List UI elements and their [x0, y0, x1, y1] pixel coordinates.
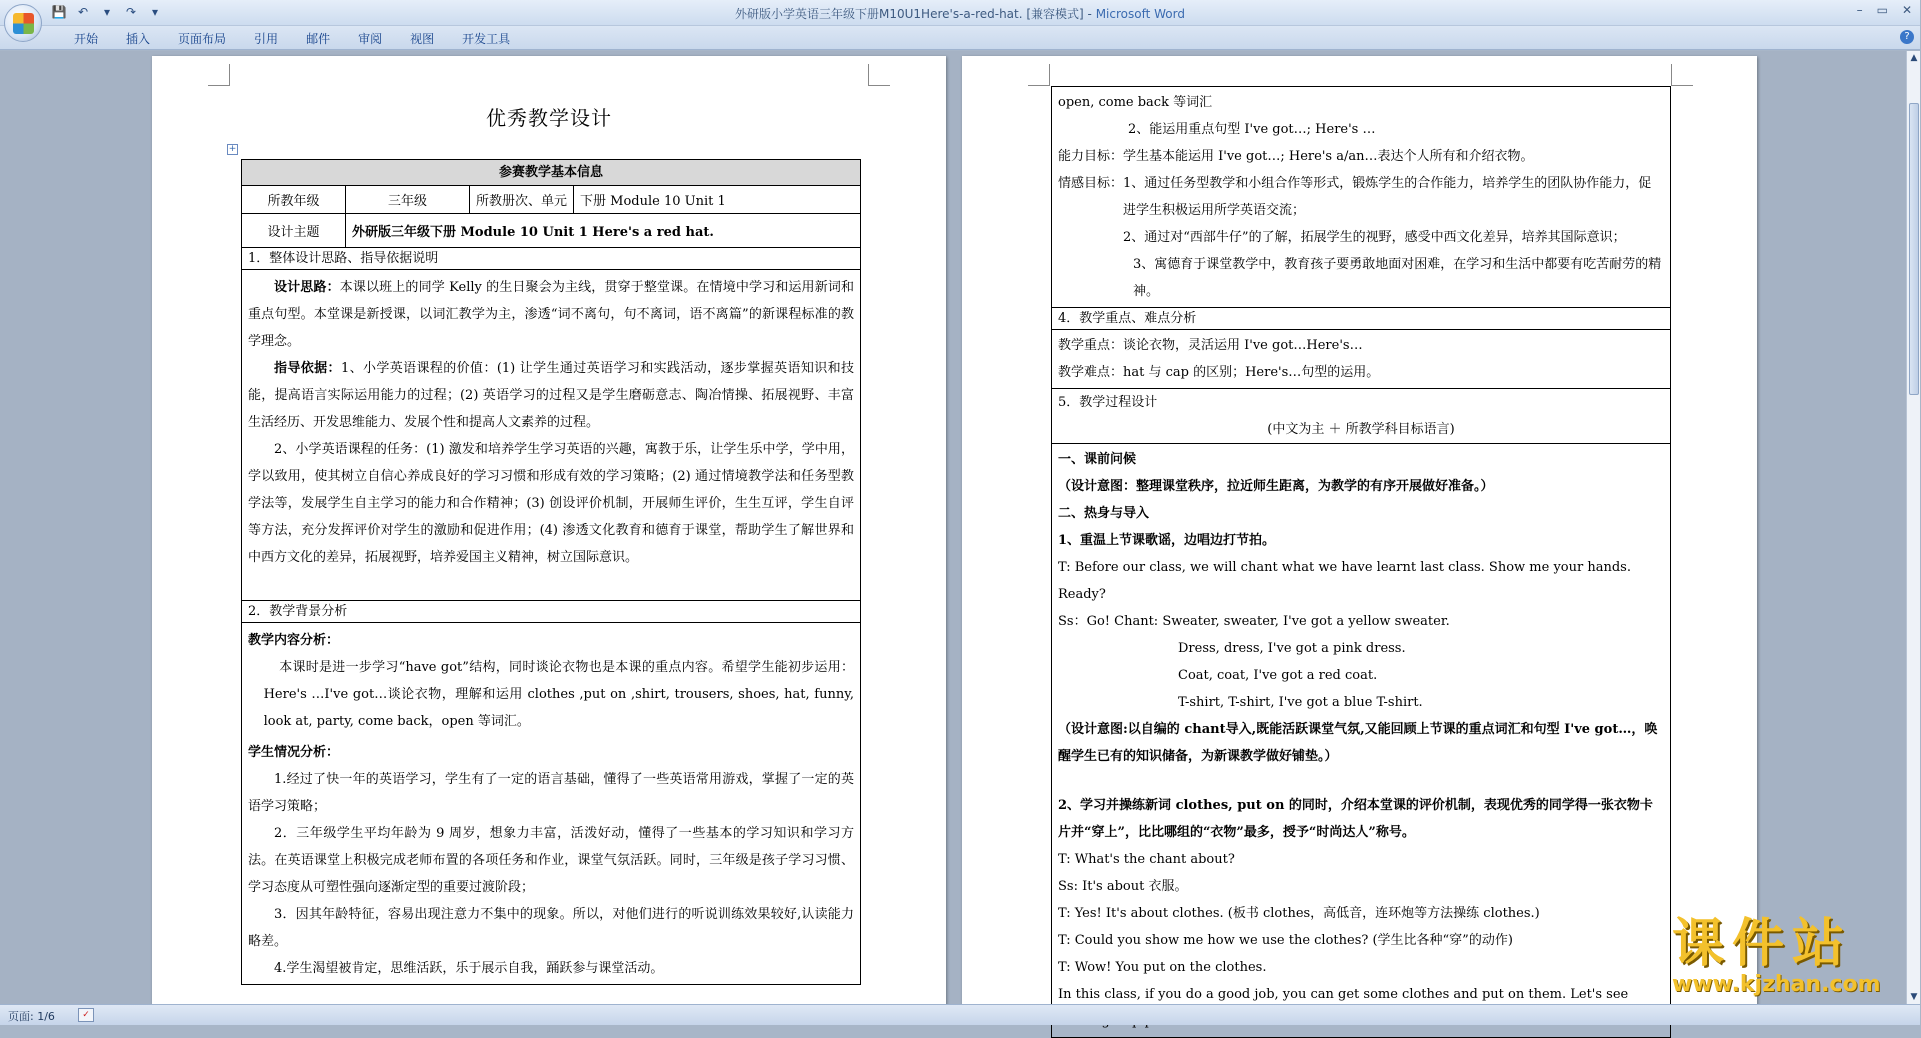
tab-references[interactable]: 引用 — [254, 32, 279, 46]
section-5-heading: 5．教学过程设计 — [1058, 395, 1158, 410]
document-heading: 优秀教学设计 — [486, 106, 612, 130]
teacher-line: T: Before our class, we will chant what we have learnt last class. Show me your hands. Ready? — [1058, 560, 1631, 602]
step-2-intent: （设计意图:以自编的 chant导入,既能活跃课堂气氛,又能回顾上节课的重点词汇和句型 I've got…，唤醒学生已有的知识储备，为新课教学做好铺垫。） — [1058, 722, 1658, 764]
tab-home[interactable]: 开始 — [74, 32, 99, 46]
step-2-1: 1、重温上节课歌谣，边唱边打节拍。 — [1058, 533, 1276, 548]
undo-dropdown-icon[interactable]: ▾ — [103, 5, 111, 19]
objectives-block — [1052, 87, 1670, 308]
site-watermark — [1672, 916, 1912, 1004]
difficulty: 教学难点：hat 与 cap 的区别；Here's…句型的运用。 — [1058, 365, 1380, 380]
watermark-title: 课件站 — [1672, 914, 1853, 974]
student-analysis-label: 学生情况分析： — [248, 745, 340, 760]
section-4-heading: 4．教学重点、难点分析 — [1052, 308, 1670, 330]
ribbon-tabs — [60, 30, 524, 47]
step-2: 二、热身与导入 — [1058, 506, 1150, 521]
tab-insert[interactable]: 插入 — [126, 32, 151, 46]
save-icon[interactable]: 💾 — [51, 5, 67, 19]
crop-mark-top-right — [868, 64, 890, 86]
continuation-line: open, come back 等词汇 — [1058, 95, 1213, 110]
grade-value: 三年级 — [346, 186, 470, 213]
spelling-check-icon[interactable]: ✓ — [78, 1008, 94, 1022]
dialog-line: T: Could you show me how we use the clothes? (学生比各种“穿”的动作) — [1058, 933, 1513, 948]
section-2-heading: 2．教学背景分析 — [242, 601, 860, 623]
crop-mark-top-left — [208, 64, 230, 86]
student-item: 3．因其年龄特征，容易出现注意力不集中的现象。所以，对他们进行的听说训练效果较好,认读能力略差。 — [248, 907, 854, 949]
page-1[interactable] — [152, 56, 946, 1016]
redo-icon[interactable]: ↷ — [125, 5, 137, 19]
chant-line: Dress, dress, I've got a pink dress. — [1178, 641, 1406, 656]
scroll-down-icon[interactable]: ▼ — [1910, 992, 1918, 1002]
tab-developer[interactable]: 开发工具 — [462, 32, 511, 46]
student-item: 2．三年级学生平均年龄为 9 周岁，想象力丰富，活泼好动，懂得了一些基本的学习知识和学习方法。在英语课堂上积极完成老师布置的各项任务和作业，课堂气氛活跃。同时，三年级是孩子学习习惯、学习态度从可塑性强向逐渐定型的重要过渡阶段； — [248, 826, 854, 895]
theme-label: 设计主题 — [242, 214, 346, 247]
step-2-2: 2、学习并操练新词 clothes, put on 的同时，介绍本堂课的评价机制，表现优秀的同学得一张衣物卡片并“穿上”，比比哪组的“衣物”最多，授予“时尚达人”称号。 — [1058, 798, 1653, 840]
crop-mark-top-left — [1028, 64, 1050, 86]
scroll-thumb[interactable] — [1909, 103, 1919, 395]
chant-line: T-shirt, T-shirt, I've got a blue T-shirt. — [1178, 695, 1423, 710]
step-1-intent: （设计意图：整理课堂秩序，拉近师生距离，为教学的有序开展做好准备。） — [1058, 479, 1494, 494]
emotion-item: 1、通过任务型教学和小组合作等形式，锻炼学生的合作能力，培养学生的团队协作能力，促进学生积极运用所学英语交流； — [1123, 176, 1652, 218]
maximize-button[interactable]: ▭ — [1876, 3, 1888, 17]
dialog-line: T: What's the chant about? — [1058, 852, 1235, 867]
section-2-body — [242, 623, 860, 984]
volume-label: 所教册次、单元 — [470, 186, 574, 213]
section-1-heading: 1．整体设计思路、指导依据说明 — [242, 248, 860, 270]
ribbon-tabs-bar — [0, 26, 1920, 50]
dialog-line: T: Yes! It's about clothes. (板书 clothes，高低音，连环炮等方法操练 clothes.) — [1058, 906, 1540, 921]
app-name: Microsoft Word — [1095, 7, 1185, 21]
step-1: 一、课前问候 — [1058, 452, 1137, 467]
tab-mailings[interactable]: 邮件 — [306, 32, 331, 46]
section-5-note: (中文为主 ＋ 所教学科目标语言) — [1267, 422, 1455, 437]
document-area[interactable] — [0, 51, 1906, 1004]
emotion-item: 3、寓德育于课堂教学中，教育孩子要勇敢地面对困难，在学习和生活中都要有吃苦耐劳的精神。 — [1133, 257, 1662, 299]
dialog-line: T: Wow! You put on the clothes. — [1058, 960, 1267, 975]
emotion-goal — [1058, 170, 1664, 305]
students-line: Ss：Go! Chant: Sweater, sweater, I've got a yellow sweater. — [1058, 614, 1450, 629]
dialog-line: Ss: It's about 衣服。 — [1058, 879, 1188, 894]
student-item: 1.经过了快一年的英语学习，学生有了一定的语言基础，懂得了一些英语常用游戏，掌握了一定的英语学习策略； — [248, 772, 854, 814]
help-icon[interactable]: ? — [1900, 30, 1914, 44]
table-header: 参赛教学基本信息 — [242, 160, 860, 186]
emotion-item: 2、通过对“西部牛仔”的了解，拓展学生的视野，感受中西文化差异，培养其国际意识； — [1123, 230, 1626, 245]
office-logo-icon — [13, 13, 34, 34]
window-title — [0, 5, 1920, 22]
vertical-scrollbar[interactable] — [1906, 51, 1920, 1004]
key-point: 教学重点：谈论衣物，灵活运用 I've got…Here's… — [1058, 338, 1363, 353]
tab-view[interactable]: 视图 — [410, 32, 435, 46]
chant-line: Coat, coat, I've got a red coat. — [1178, 668, 1378, 683]
undo-icon[interactable]: ↶ — [77, 5, 89, 19]
office-button[interactable] — [4, 4, 42, 42]
content-analysis-label: 教学内容分析： — [248, 633, 340, 648]
process-body — [1052, 444, 1670, 1037]
crop-mark-top-right — [1671, 64, 1693, 86]
section-1-body — [242, 270, 860, 601]
scroll-up-icon[interactable]: ▲ — [1910, 53, 1918, 63]
knowledge-item-2: 2、能运用重点句型 I've got…; Here's … — [1128, 122, 1376, 137]
table-row — [242, 186, 860, 214]
section-5-header-block — [1052, 389, 1670, 444]
info-table — [241, 159, 861, 985]
page-count[interactable]: 页面: 1/6 — [8, 1010, 55, 1023]
customize-qat-icon[interactable]: ▾ — [151, 5, 159, 19]
watermark-url: www.kjzhan.com — [1672, 972, 1881, 997]
document-title: 外研版小学英语三年级下册M10U1Here's-a-red-hat. [兼容模式] - — [735, 7, 1096, 21]
status-bar — [0, 1004, 1920, 1025]
close-button[interactable]: ✕ — [1901, 3, 1912, 17]
guidance-text: 1、小学英语课程的价值：(1) 让学生通过英语学习和实践活动，逐步掌握英语知识和技能，提高语言实际运用能力的过程；(2) 英语学习的过程又是学生磨砺意志、陶冶情操、拓展视野、丰富生活经历、开发思维能力、发展个性和提高人文素养的过程。 — [248, 361, 854, 430]
emotion-goal-label: 情感目标： — [1058, 176, 1124, 191]
design-idea-label: 设计思路： — [274, 280, 340, 295]
content-analysis-text: 本课时是进一步学习“have got”结构，同时谈论衣物也是本课的重点内容。希望学生能初步运用：Here's …I've got…谈论衣物，理解和运用 clothes ,put on ,shirt, trousers, shoes, hat, funny, look at, party, come back，open 等词汇。 — [263, 660, 854, 729]
student-item: 4.学生渴望被肯定，思维活跃，乐于展示自我，踊跃参与课堂活动。 — [274, 961, 664, 976]
theme-value: 外研版三年级下册 Module 10 Unit 1 Here's a red hat. — [352, 225, 714, 240]
minimize-button[interactable]: – — [1856, 3, 1863, 17]
grade-label: 所教年级 — [242, 186, 346, 213]
design-idea-text: 本课以班上的同学 Kelly 的生日聚会为主线，贯穿于整堂课。在情境中学习和运用新词和重点句型。本堂课是新授课，以词汇教学为主，渗透“词不离句，句不离词，语不离篇”的新课程标准的教学理念。 — [248, 280, 854, 349]
guidance-label: 指导依据： — [274, 361, 341, 376]
table-move-handle-icon[interactable]: + — [228, 144, 237, 154]
volume-value: 下册 Module 10 Unit 1 — [580, 194, 726, 209]
guidance-item-2: 2、小学英语课程的任务：(1) 激发和培养学生学习英语的兴趣，寓教于乐，让学生乐中学，学中用，学以致用，使其树立自信心养成良好的学习习惯和形成有效的学习策略；(2) 通过情境教学法和任务型教学法等，发展学生自主学习的能力和合作精神；(3) 创设评价机制，开展师生评价，生生互评，学生自评等方法，充分发挥评价对学生的激励和促进作用；(4) 渗透文化教育和德育于课堂，帮助学生了解世界和中西方文化的差异，拓展视野，培养爱国主义精神，树立国际意识。 — [248, 442, 854, 565]
ability-goal: 能力目标：学生基本能运用 I've got…; Here's a/an…表达个人所有和介绍衣物。 — [1058, 149, 1534, 164]
window-controls — [1857, 3, 1912, 17]
tab-page-layout[interactable]: 页面布局 — [178, 32, 227, 46]
tab-review[interactable]: 审阅 — [358, 32, 383, 46]
dialog-line: In this class, if you do a good job, you can get some clothes and put on them. Let's see — [1058, 987, 1629, 1002]
key-points-block — [1052, 330, 1670, 389]
title-bar — [0, 0, 1920, 26]
page-2[interactable] — [962, 56, 1757, 1016]
table-row — [242, 214, 860, 248]
process-table — [1051, 86, 1671, 1038]
